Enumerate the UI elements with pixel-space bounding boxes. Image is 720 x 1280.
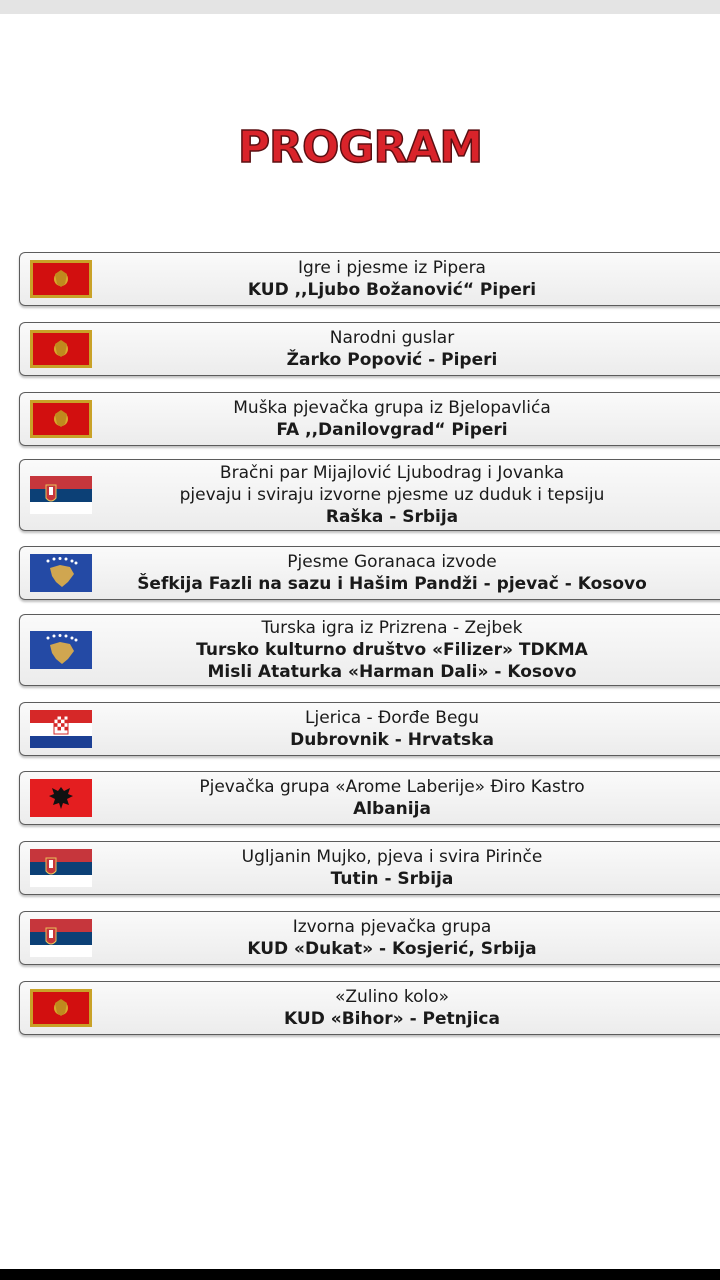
- item-performer: KUD «Dukat» - Kosjerić, Srbija: [247, 939, 537, 959]
- item-performer: KUD «Bihor» - Petnjica: [284, 1009, 500, 1029]
- item-title: «Zulino kolo»: [334, 987, 449, 1007]
- item-performer: Raška - Srbija: [325, 507, 459, 527]
- croatia-flag-icon: [30, 710, 92, 748]
- program-item: [19, 981, 720, 1035]
- item-title: Bračni par Mijajlović Ljubodrag i Jovanka: [219, 463, 565, 483]
- serbia-flag-icon: [30, 476, 92, 514]
- item-performer: Dubrovnik - Hrvatska: [290, 730, 494, 750]
- item-title: Ljerica - Đorđe Begu: [305, 708, 479, 728]
- program-item: [19, 392, 720, 446]
- item-title: Narodni guslar: [329, 328, 455, 348]
- montenegro-flag-icon: [30, 400, 92, 438]
- item-performer: Žarko Popović - Piperi: [286, 350, 498, 370]
- item-title: Pjevačka grupa «Arome Laberije» Điro Kastro: [199, 777, 585, 797]
- item-title: Ugljanin Mujko, pjeva i svira Pirinče: [241, 847, 543, 867]
- program-item: [19, 459, 720, 531]
- item-title: Izvorna pjevačka grupa: [292, 917, 492, 937]
- kosovo-flag-icon: [30, 631, 92, 669]
- montenegro-flag-icon: [30, 260, 92, 298]
- top-status-strip: [0, 0, 720, 14]
- program-item: [19, 841, 720, 895]
- item-title: Pjesme Goranaca izvode: [287, 552, 497, 572]
- bottom-bar: [0, 1269, 720, 1280]
- program-item: [19, 911, 720, 965]
- page-title: PROGRAM: [237, 122, 483, 173]
- program-item: [19, 546, 720, 600]
- program-item: [19, 252, 720, 306]
- program-item: [19, 614, 720, 686]
- item-performer: Tursko kulturno društvo «Filizer» TDKMA: [196, 640, 588, 660]
- item-title: Turska igra iz Prizrena - Zejbek: [261, 618, 523, 638]
- item-performer: FA ,,Danilovgrad“ Piperi: [276, 420, 508, 440]
- item-title: Muška pjevačka grupa iz Bjelopavlića: [233, 398, 551, 418]
- kosovo-flag-icon: [30, 554, 92, 592]
- montenegro-flag-icon: [30, 989, 92, 1027]
- item-performer: KUD ,,Ljubo Božanović“ Piperi: [247, 280, 537, 300]
- item-performer: Albanija: [353, 799, 431, 819]
- item-performer: Tutin - Srbija: [330, 869, 454, 889]
- montenegro-flag-icon: [30, 330, 92, 368]
- item-performer: Šefkija Fazli na sazu i Hašim Pandži - pjevač - Kosovo: [137, 574, 647, 594]
- serbia-flag-icon: [30, 919, 92, 957]
- program-item: [19, 702, 720, 756]
- serbia-flag-icon: [30, 849, 92, 887]
- program-item: [19, 322, 720, 376]
- albania-flag-icon: [30, 779, 92, 817]
- item-title: Igre i pjesme iz Pipera: [298, 258, 486, 278]
- item-subtitle: pjevaju i sviraju izvorne pjesme uz duduk i tepsiju: [179, 485, 605, 505]
- item-performer-detail: Misli Ataturka «Harman Dali» - Kosovo: [207, 662, 577, 682]
- program-item: [19, 771, 720, 825]
